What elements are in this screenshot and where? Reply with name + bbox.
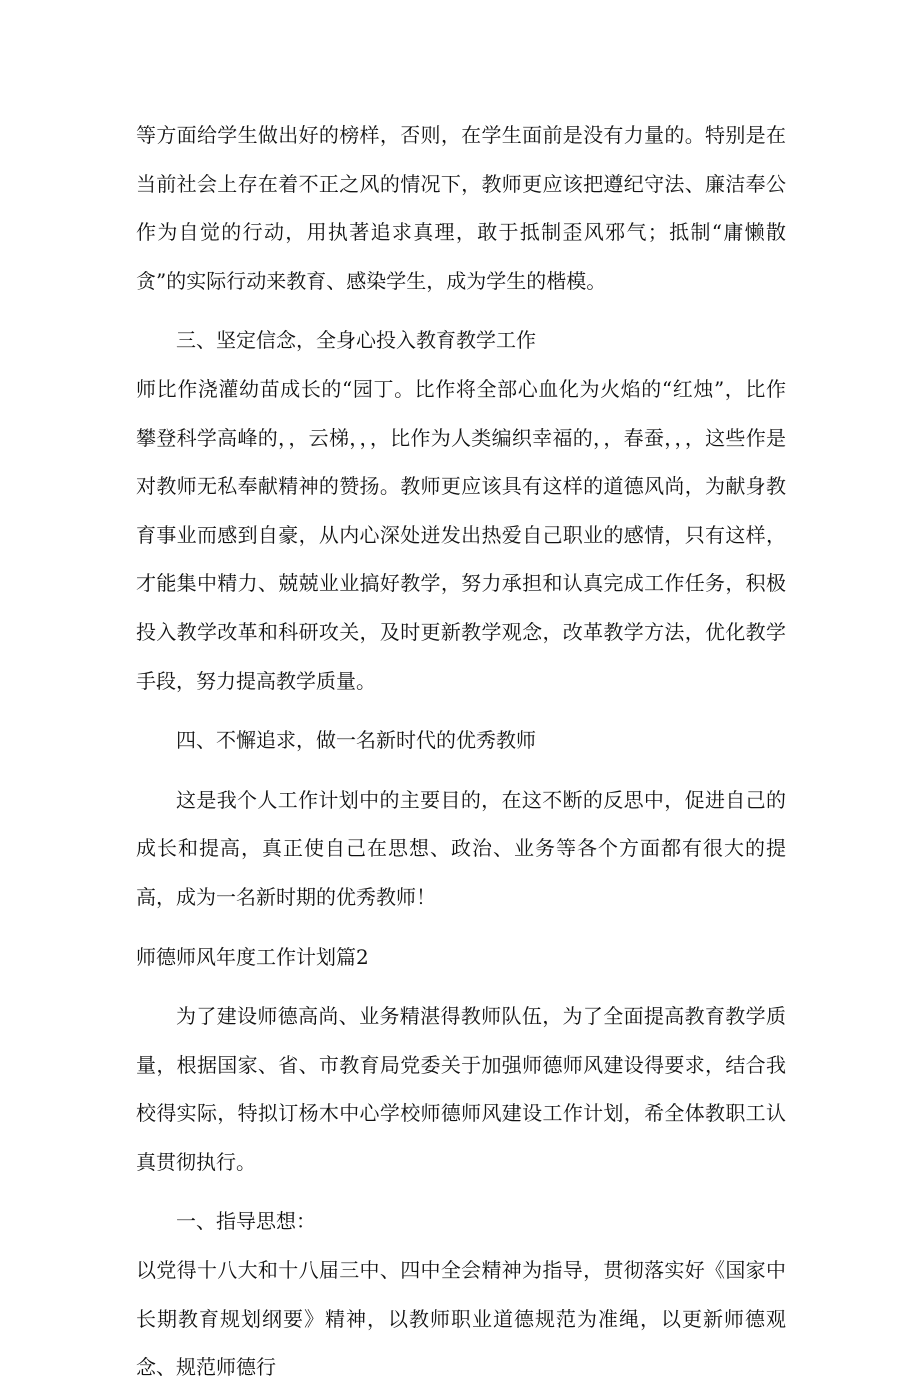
- section-heading-four: 四、不懈追求，做一名新时代的优秀教师: [176, 728, 536, 753]
- paragraph-role-model: 等方面给学生做出好的榜样，否则，在学生面前是没有力量的。特别是在当前社会上存在着不正之风的情况下，教师更应该把遵纪守法、廉洁奉公作为自觉的行动，用执著追求真理，敢于抵制歪风邪气；抵制“庸懒散贪”的实际行动来教育、感染学生，成为学生的楷模。: [136, 123, 786, 293]
- paragraph-introduction: 为了建设师德高尚、业务精湛得教师队伍，为了全面提高教育教学质量，根据国家、省、市教育局党委关于加强师德师风建设得要求，结合我校得实际，特拟订杨木中心学校师德师风建设工作计划，希全体教职工认真贯彻执行。: [136, 1004, 786, 1174]
- paragraph-gardener: 师比作浇灌幼苗成长的“园丁。比作将全部心血化为火焰的“红烛”，比作攀登科学高峰的，，云梯，，，比作为人类编织幸福的，，春蚕，，，这些作是对教师无私奉献精神的赞扬。教师更应该具有这样的道德风尚，为献身教育事业而感到自豪，从内心深处迸发出热爱自己职业的感情，只有这样，才能集中精力、兢兢业业搞好教学，努力承担和认真完成工作任务，积极投入教学改革和科研攻关，及时更新教学观念，改革教学方法，优化教学手段，努力提高教学质量。: [136, 376, 786, 693]
- section-heading-three: 三、坚定信念，全身心投入教育教学工作: [176, 328, 536, 353]
- paragraph-guiding-thought: 以党得十八大和十八届三中、四中全会精神为指导，贯彻落实好《国家中长期教育规划纲要》精神，以教师职业道德规范为准绳，以更新师德观念、规范师德行: [136, 1258, 786, 1380]
- paragraph-reflection: 这是我个人工作计划中的主要目的，在这不断的反思中，促进自己的成长和提高，真正使自己在思想、政治、业务等各个方面都有很大的提高，成为一名新时期的优秀教师！: [136, 787, 786, 909]
- document-body: [136, 111, 786, 1392]
- article-title-part-2: 师德师风年度工作计划篇2: [136, 944, 369, 969]
- section-heading-one: 一、指导思想：: [176, 1209, 316, 1234]
